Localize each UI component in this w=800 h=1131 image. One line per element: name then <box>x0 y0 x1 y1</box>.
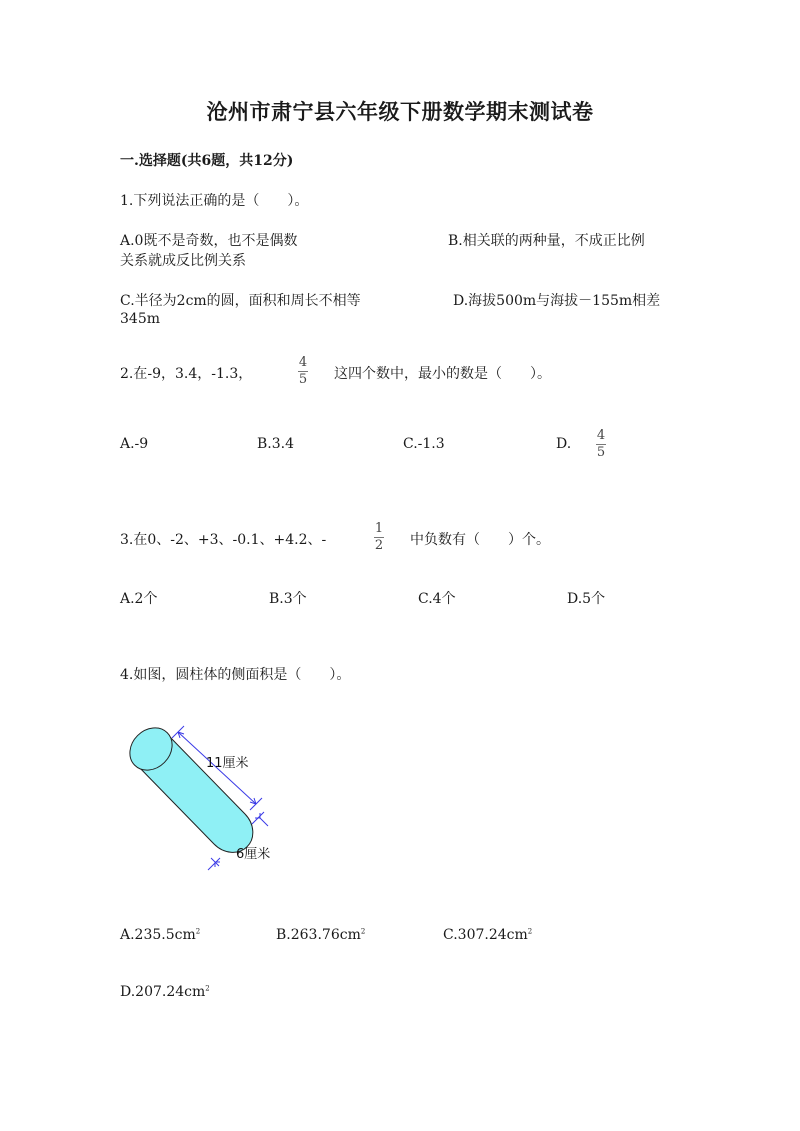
q3-option-b: B.3个 <box>269 591 307 607</box>
q3-fraction <box>374 522 384 553</box>
cylinder-figure <box>120 718 300 880</box>
q2-stem-post: 这四个数中，最小的数是（ ）。 <box>334 366 551 382</box>
q3-stem-post: 中负数有（ ）个。 <box>410 532 550 548</box>
q1-option-b-cont: 关系就成反比例关系 <box>120 253 246 269</box>
section-heading: 一.选择题(共6题，共12分) <box>120 153 294 169</box>
unit-superscript: 2 <box>205 984 210 993</box>
option-text: C.307.24cm <box>443 927 528 943</box>
q2-option-b: B.3.4 <box>257 436 295 452</box>
page-title: 沧州市肃宁县六年级下册数学期末测试卷 <box>206 99 594 124</box>
q1-option-a: A.0既不是奇数，也不是偶数 <box>120 233 298 249</box>
q1-option-b: B.相关联的两种量，不成正比例 <box>448 233 645 249</box>
fraction-numerator: 4 <box>298 355 308 370</box>
option-text: A.235.5cm <box>120 927 196 943</box>
q2-stem-pre: 2.在-9，3.4，-1.3， <box>120 366 253 382</box>
q1-option-d-cont: 345m <box>120 311 160 327</box>
q1-stem: 1.下列说法正确的是（ ）。 <box>120 193 309 209</box>
fraction-numerator: 4 <box>596 428 606 443</box>
fraction-denominator: 2 <box>374 538 384 553</box>
q4-option-c <box>443 927 532 943</box>
fraction-denominator: 5 <box>596 445 606 460</box>
q2-option-a: A.-9 <box>120 436 149 452</box>
diameter-label: 6厘米 <box>236 847 271 862</box>
length-label: 11厘米 <box>206 756 249 771</box>
q2-option-c: C.-1.3 <box>403 436 445 452</box>
q1-option-d: D.海拔500m与海拔－155m相差 <box>453 293 661 309</box>
q4-stem: 4.如图，圆柱体的侧面积是（ ）。 <box>120 667 351 683</box>
q3-option-a: A.2个 <box>120 591 158 607</box>
q2-option-d-fraction <box>596 429 606 460</box>
unit-superscript: 2 <box>195 927 201 936</box>
fraction-numerator: 1 <box>374 521 384 536</box>
fraction-denominator: 5 <box>298 372 308 387</box>
q3-option-c: C.4个 <box>418 591 456 607</box>
q4-option-b <box>276 927 365 943</box>
q2-option-d: D. <box>556 436 572 452</box>
q2-fraction <box>298 356 308 387</box>
q3-option-d: D.5个 <box>567 591 606 607</box>
unit-superscript: 2 <box>527 927 533 936</box>
option-text: B.263.76cm <box>276 927 361 943</box>
option-text: D.207.24cm <box>120 984 206 1000</box>
q4-option-d <box>120 984 210 1000</box>
q3-stem-pre: 3.在0、-2、+3、-0.1、+4.2、- <box>120 532 327 548</box>
q4-option-a <box>120 927 200 943</box>
q1-option-c: C.半径为2cm的圆，面积和周长不相等 <box>120 293 361 309</box>
unit-superscript: 2 <box>360 927 366 936</box>
